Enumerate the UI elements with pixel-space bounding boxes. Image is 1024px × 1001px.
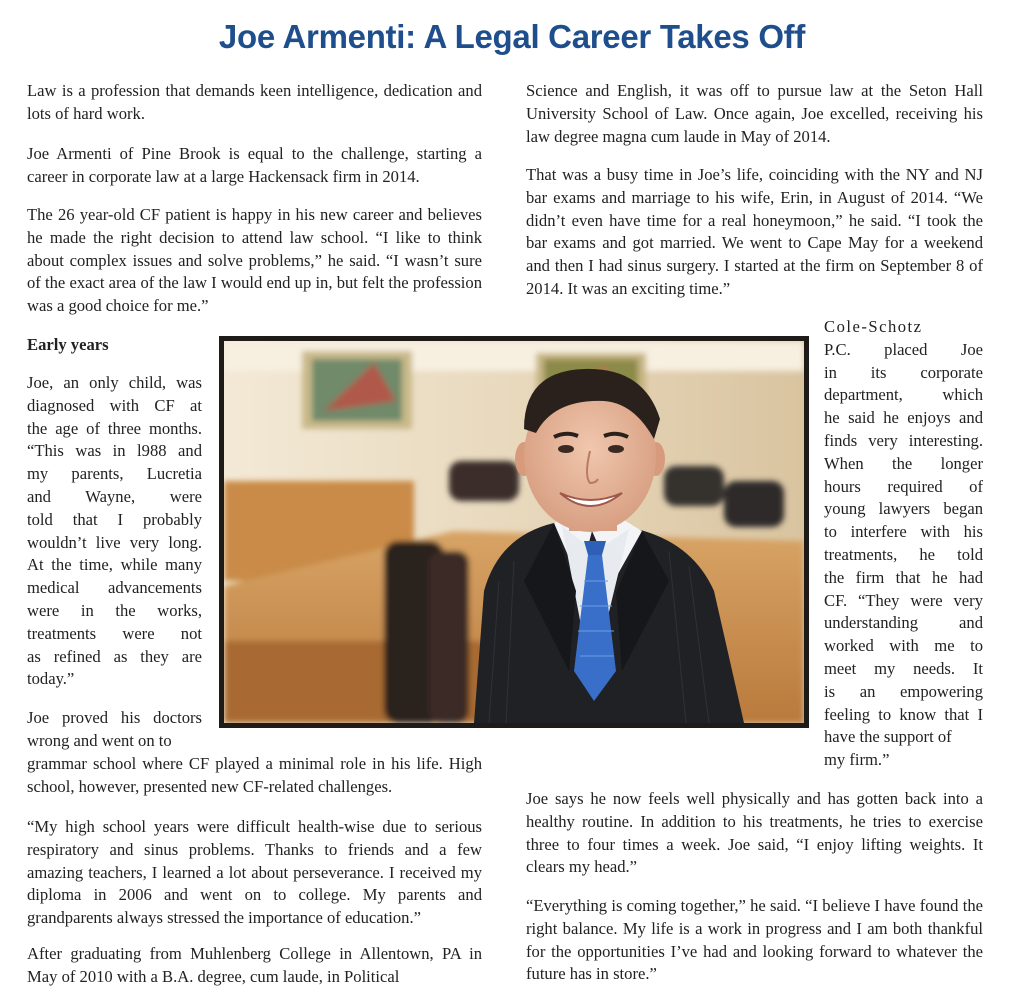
text-line: today.” [27, 669, 75, 689]
text-line: Cole-Schotz [824, 317, 923, 336]
text-line: my parents, Lucretia [27, 464, 202, 484]
text-line: treatments, he told [824, 544, 983, 564]
paragraph-challenge: Joe Armenti of Pine Brook is equal to the challenge, starting a career in corporate law at a large Hackensack firm in 2014. [27, 144, 482, 186]
text-line: Joe, an only child, was [27, 373, 202, 392]
text-line: hours required of [824, 476, 983, 496]
text-line: P.C. placed Joe [824, 339, 983, 359]
text-line: is an empowering [824, 681, 983, 701]
paragraph-proved-doctors-rest: grammar school where CF played a minimal role in his life. High school, however, presented new CF-related challenges. [27, 754, 482, 796]
text-line: have the support of [824, 727, 952, 747]
text-line: wrong and went on to [27, 730, 172, 750]
text-line: treatments were not [27, 623, 202, 643]
text-line: finds very interesting. [824, 430, 983, 450]
text-line: diagnosed with CF at [27, 395, 202, 415]
paragraph-law-school: Science and English, it was off to pursue law at the Seton Hall University School of Law. Once again, Joe excelled, receiving his law degree magna cum laude in May of 2014. [526, 81, 983, 146]
text-line: told that I probably [27, 509, 202, 529]
article-title: Joe Armenti: A Legal Career Takes Off [218, 18, 806, 55]
text-line: understanding and [824, 613, 983, 633]
text-line: young lawyers began [824, 499, 983, 519]
text-line: my firm.” [824, 750, 890, 770]
paragraph-busy-time: That was a busy time in Joe’s life, coinciding with the NY and NJ bar exams and marriage to his wife, Erin, in August of 2014. “We didn’t even have time for a real honeymoon,” he said. “I took the bar exams and got married. We went to Cape May for a weekend and then I had sinus surgery. I started at the firm on September 8 of 2014. It was an exciting time.” [526, 165, 983, 298]
text-line: department, which [824, 385, 983, 405]
text-line: were in the works, [27, 600, 202, 620]
text-line: meet my needs. It [824, 658, 983, 678]
paragraph-proved-doctors-start [27, 707, 202, 753]
text-line: the firm that he had [824, 567, 983, 587]
text-line: and Wayne, were [27, 486, 202, 506]
paragraph-intro: Law is a profession that demands keen intelligence, dedication and lots of hard work. [27, 81, 482, 123]
paragraph-graduation: After graduating from Muhlenberg College in Allentown, PA in May of 2010 with a B.A. degree, cum laude, in Political [27, 944, 482, 986]
text-line: medical advancements [27, 578, 202, 598]
text-line: “This was in l988 and [27, 441, 202, 461]
text-line: to interfere with his [824, 522, 983, 542]
text-line: When the longer [824, 453, 983, 473]
paragraph-diagnosis [27, 372, 202, 691]
paragraph-new-career: The 26 year-old CF patient is happy in his new career and believes he made the right decision to attend law school. “I like to think about complex issues and solve problems,” he said. “I wasn’t sure of the exact area of the law I would end up in, but felt the profession was a good choice for me.” [27, 205, 482, 316]
text-line: as refined as they are [27, 646, 202, 666]
paragraph-coming-together: “Everything is coming together,” he said. “I believe I have found the right balance. My life is a work in progress and I am both thankful for the opportunities I’ve had and looking forward to whatever the future has in store.” [526, 896, 983, 984]
text-line: wouldn’t live very long. [27, 532, 202, 552]
paragraph-firm [824, 316, 983, 772]
text-line: the age of three months. [27, 418, 202, 438]
section-heading-early-years: Early years [27, 335, 109, 354]
text-line: At the time, while many [27, 555, 202, 575]
text-line: feeling to know that I [824, 704, 983, 724]
text-line: Joe proved his doctors [27, 708, 202, 727]
text-line: worked with me to [824, 636, 983, 656]
paragraph-routine: Joe says he now feels well physically and has gotten back into a healthy routine. In addition to his treatments, he tries to exercise three to four times a week. Joe said, “I enjoy lifting weights. It clears my head.” [526, 789, 983, 877]
paragraph-high-school: “My high school years were difficult health-wise due to serious respiratory and sinus problems. Thanks to friends and a few amazing teachers, I learned a lot about perseverance. I received my diploma in 2006 and went on to college. My parents and grandparents always stressed the importance of education.” [27, 817, 482, 928]
text-line: in its corporate [824, 362, 983, 382]
text-line: CF. “They were very [824, 590, 983, 610]
portrait-photo [219, 336, 809, 728]
portrait-illustration [224, 341, 804, 723]
text-line: he said he enjoys and [824, 408, 983, 428]
